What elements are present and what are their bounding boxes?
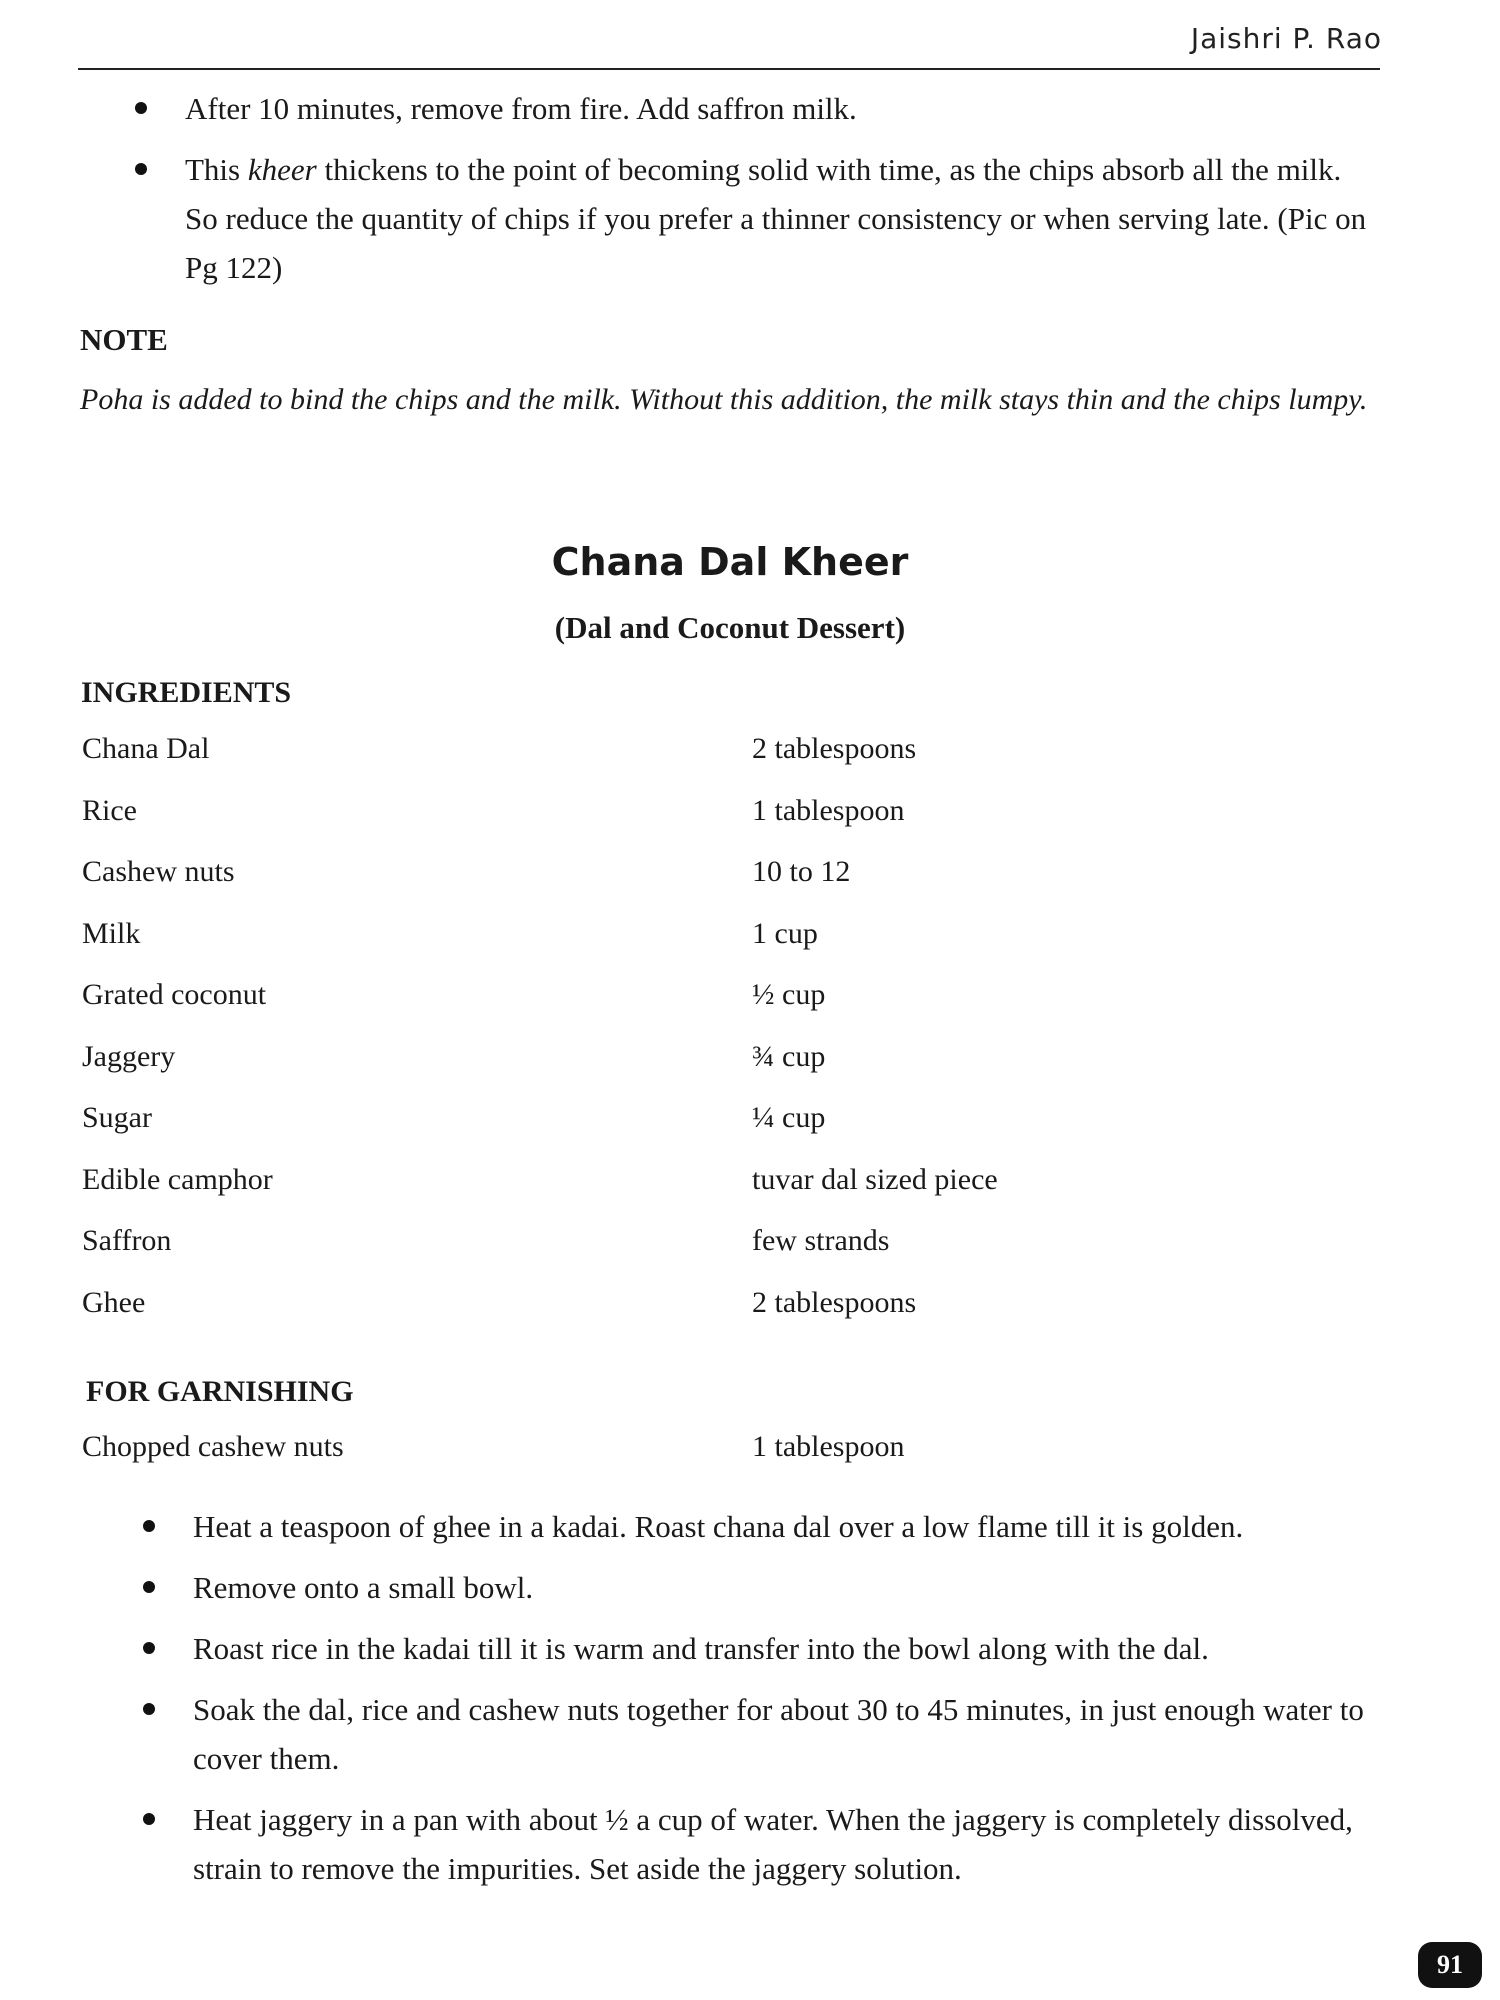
ingredient-qty: 2 tablespoons xyxy=(752,1285,917,1319)
ingredient-name: Saffron xyxy=(82,1224,172,1257)
recipe-title: Chana Dal Kheer xyxy=(551,540,909,584)
step-text: Remove onto a small bowl. xyxy=(193,1570,534,1605)
ingredient-name: Rice xyxy=(82,793,137,827)
ingredient-name: Edible camphor xyxy=(82,1162,273,1196)
ingredient-row xyxy=(82,1286,1182,1348)
step-item xyxy=(135,145,1380,292)
bullet-icon xyxy=(143,1703,155,1715)
bullet-icon xyxy=(135,163,147,175)
ingredient-name: Ghee xyxy=(82,1285,146,1319)
ingredient-qty: ¾ cup xyxy=(752,1039,826,1073)
ingredient-row xyxy=(82,978,1182,1040)
step-text: After 10 minutes, remove from fire. Add saffron milk. xyxy=(185,91,857,126)
ingredient-row xyxy=(82,855,1182,917)
ingredient-qty: 2 tablespoons xyxy=(752,732,917,765)
step-italic-term: kheer xyxy=(247,152,317,187)
ingredient-qty: 1 cup xyxy=(752,916,818,950)
ingredients-heading: INGREDIENTS xyxy=(81,676,292,709)
ingredient-row xyxy=(82,1430,1182,1492)
ingredient-qty: ½ cup xyxy=(752,978,826,1011)
ingredient-qty: tuvar dal sized piece xyxy=(752,1162,998,1196)
bullet-icon xyxy=(143,1581,155,1593)
ingredient-row xyxy=(82,1224,1182,1286)
ingredient-qty: ¼ cup xyxy=(752,1101,826,1134)
garnishing-list xyxy=(82,1430,1182,1492)
previous-recipe-steps xyxy=(135,84,1380,304)
step-item xyxy=(135,84,1380,133)
step-item xyxy=(143,1795,1383,1893)
bullet-icon xyxy=(143,1813,155,1825)
ingredient-name: Milk xyxy=(82,916,141,950)
ingredient-name: Jaggery xyxy=(82,1039,176,1073)
ingredient-row xyxy=(82,1040,1182,1102)
ingredient-row xyxy=(82,1163,1182,1225)
bullet-icon xyxy=(143,1520,155,1532)
ingredient-row xyxy=(82,1101,1182,1163)
ingredient-row xyxy=(82,917,1182,979)
header-author: Jaishri P. Rao xyxy=(1190,22,1382,55)
step-item xyxy=(143,1563,1383,1612)
step-text: This xyxy=(185,152,248,187)
note-heading: NOTE xyxy=(80,322,168,357)
ingredient-qty: 10 to 12 xyxy=(752,855,851,888)
step-text: Soak the dal, rice and cashew nuts together for about 30 to 45 minutes, in just enough water to cover them. xyxy=(193,1692,1364,1776)
ingredient-row xyxy=(82,794,1182,856)
bullet-icon xyxy=(143,1642,155,1654)
step-text: Roast rice in the kadai till it is warm and transfer into the bowl along with the dal. xyxy=(193,1631,1209,1666)
bullet-icon xyxy=(135,102,147,114)
ingredient-name: Chana Dal xyxy=(82,732,210,765)
note-text: Poha is added to bind the chips and the milk. Without this addition, the milk stays thin and the chips lumpy. xyxy=(80,383,1368,416)
ingredient-qty: 1 tablespoon xyxy=(752,1430,905,1463)
ingredient-qty: few strands xyxy=(752,1224,890,1257)
step-text: Heat a teaspoon of ghee in a kadai. Roast chana dal over a low flame till it is golden. xyxy=(193,1509,1244,1544)
step-text: Heat jaggery in a pan with about ½ a cup of water. When the jaggery is completely dissolved, strain to remove the impurities. Set aside the jaggery solution. xyxy=(193,1802,1353,1886)
ingredient-name: Sugar xyxy=(82,1101,152,1134)
ingredient-row xyxy=(82,732,1182,794)
method-steps xyxy=(143,1502,1383,1905)
garnishing-heading: FOR GARNISHING xyxy=(86,1375,354,1408)
header-rule xyxy=(78,68,1380,70)
ingredient-qty: 1 tablespoon xyxy=(752,793,905,827)
ingredient-name: Cashew nuts xyxy=(82,855,235,888)
recipe-subtitle: (Dal and Coconut Dessert) xyxy=(554,610,906,645)
step-item xyxy=(143,1685,1383,1783)
ingredients-list xyxy=(82,732,1182,1347)
step-item xyxy=(143,1502,1383,1551)
step-text: thickens to the point of becoming solid with time, as the chips absorb all the milk. So reduce the quantity of chips if you prefer a thinner consistency or when serving late. (Pic on Pg 122) xyxy=(185,152,1367,285)
page-number-badge: 91 xyxy=(1418,1942,1482,1988)
ingredient-name: Grated coconut xyxy=(82,978,267,1011)
ingredient-name: Chopped cashew nuts xyxy=(82,1430,344,1463)
step-item xyxy=(143,1624,1383,1673)
